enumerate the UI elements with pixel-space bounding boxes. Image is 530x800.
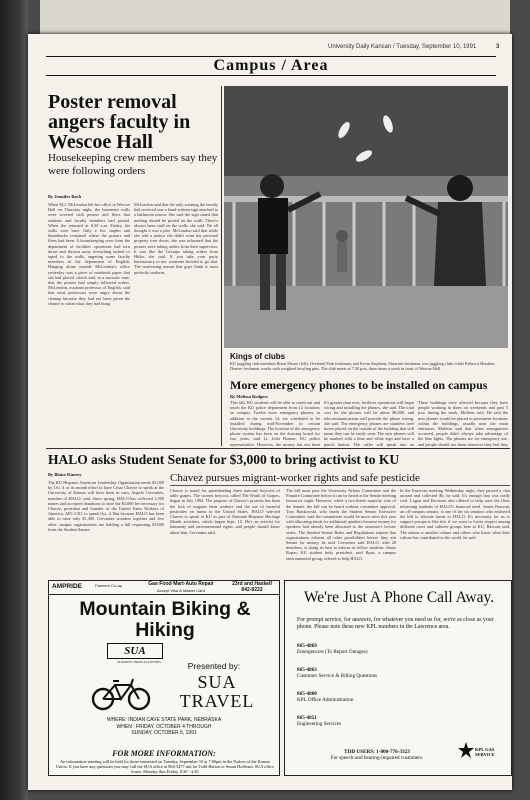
travel-name: TRAVEL (179, 691, 255, 711)
sua-logo-text: SUA (124, 645, 146, 657)
ampride-services (141, 582, 221, 593)
kpl-entry (297, 643, 368, 655)
kpl-intro: For prompt service, for answers, for whatever you need us for, we're as close as your phone. Please note these new KPL numbers in the Lawrence area. (297, 617, 494, 631)
binder-edge (0, 0, 28, 800)
kpl-entry-number: 865-4863 (297, 667, 317, 673)
ad-headline: Mountain Biking & Hiking (79, 598, 251, 641)
ampride-strip (49, 581, 279, 595)
phones-column-1: This fall, KU students will be able to reach out and touch the KU police department from 12 locations on campus. Twelve more emergency phones, in addition to the current 14, are scheduled to be installed during mid-November in certain University buildings. The location of the emergency phone system has been on the drawing board for two years, said Lt. John Bonner, KU police representative. However, the money has not been (230, 400, 320, 447)
wescoe-byline: By Jennifer Bach (48, 194, 82, 199)
ampride-location (225, 582, 279, 593)
kpl-entry (297, 667, 377, 679)
mountain-biking-ad (48, 580, 280, 776)
juggling-photo-image (224, 86, 508, 348)
kpl-star-icon (457, 741, 475, 759)
sua-logo (107, 643, 163, 659)
kpl-entry-number: 865-4869 (297, 643, 317, 649)
section-rule (46, 448, 510, 449)
ampride-brand: AMPRIDE (52, 583, 82, 590)
presented-by: Presented by: (187, 661, 241, 671)
trip-when-2: SUNDAY, OCTOBER 6, 1991 (131, 730, 197, 736)
sua-name: SUA (197, 672, 237, 692)
kpl-tdd-line: TDD USERS: 1-800-776-3323 (344, 749, 410, 755)
page-number: 3 (496, 44, 500, 50)
halo-deck: Chavez pursues migrant-worker rights and safe pesticide (170, 472, 510, 486)
phones-column-3: These buildings were selected because they have people working in them on weekends and past 5 p.m. during the week, Mullens said. He said the new phones would be placed in prominent locations within the buildings, usually near the main entrances. Mullens said that when emergencies occurred, people didn't always take advantage of the blue lights. The phones are for emergency use, and people should use them wherever they feel they (418, 400, 508, 447)
wescoe-headline: Poster removal angers faculty in Wescoe Hall (48, 91, 191, 153)
kpl-phone-ad (284, 580, 512, 776)
phones-column-2: It's greater than ever, facilities operations will begin wiring and installing the phones, she said. The total cost for the phones will be about $8,000, and telecommunications will provide the phone wiring, she said. The emergency phones are stainless steel boxes placed on the outside of the building that will mean they can be easily seen. The new phones will be marked with a blue and white sign and have a punch button. The caller will speak into an (324, 400, 414, 447)
wescoe-column-1: When M.J. McLendon left her office in Wescoe Hall on Thursday night, the basement walls were covered with posters and fliers that students and faculty members had posted. When she returned at 8:30 a.m. Friday, the walls were bare. Only a few staples and thumbtacks remained where the posters and fliers had been. A housekeeping crew from the department of facilities operations had torn down and thrown away everything tacked or taped to the walls, angering some faculty members in the department of English. Hanging alone outside McLendon's office yesterday was a piece of notebook paper that she had placed, which said, in a sarcastic tone, that the posters had simply followed orders. McLendon, assistant professor of English, said that most professors were angry about the cleanup because they had not been given the chance to claim what they had hung. (48, 202, 130, 306)
kpl-tdd-sub: For speech-and hearing-impaired customers. (330, 755, 424, 762)
phones-headline: More emergency phones to be installed on campus (230, 378, 488, 392)
kpl-entry-label: Engineering Services (297, 721, 342, 728)
section-masthead: Campus / Area (46, 56, 496, 76)
halo-headline: HALO asks Student Senate for $3,000 to bring activist to KU (48, 452, 400, 467)
photo-caption: KU juggling club members Brian Moore (left), Overland Park freshman, and Kevin Stephens, Shawnee freshman, toss juggling clubs while Rebecca Honaker, Denver freshman, works with weighted bowling pins. The club meets at 7:30 p.m. three times a week in front of Wescoe Hall. (230, 361, 496, 371)
ampride-services-line: Gas·Food·Mart·Auto Repair (148, 581, 214, 587)
kpl-entry-label: Customer Service & Billing Questions (297, 673, 378, 680)
kpl-entry-number: 865-4800 (297, 691, 317, 697)
kpl-entry-label: Emergencies (To Report Outages) (297, 649, 368, 656)
ampride-address: 23rd and Haskell (232, 581, 272, 587)
ampride-phone: 842-8222 (241, 586, 263, 593)
more-info-title: FOR MORE INFORMATION: (112, 749, 216, 758)
phones-byline: By Melissa Rodgers (230, 394, 268, 399)
kpl-entry (297, 715, 341, 727)
newspaper-page (28, 34, 512, 790)
kpl-entry (297, 691, 353, 703)
trip-where: WHERE: INDIAN CAVE STATE PARK, NEBRASKA (106, 717, 222, 723)
halo-byline: By Blaise Kimrey (48, 472, 82, 477)
kpl-entry-label: KPL Office Administration (297, 697, 354, 704)
sua-logo-sub: STUDENT UNION ACTIVITIES (117, 660, 161, 664)
halo-column-2: Chavez is noted for spearheading three national boycotts of table grapes. The current boycott, called The Wrath of Grapes, began in July 1984. The purpose of Chavez's protests has been the lack of migrant farm workers and the use of harmful pesticides on farms in the United States. HALO selected Chavez to speak at KU as part of National Hispanic Heritage Month activities, which began Sept. 15. He's an activist for humanity and environmental rights, and people should know about him, Cervantes said. (170, 488, 280, 535)
sua-travel (155, 673, 279, 711)
halo-column-1: The KU Hispanic American Leadership Organization needs $3,000 by Oct. 4 or its month effort to have Cesar Chavez to speak at the University of Kansas will have been in vain, Angelo Cervantes, member of HALO, said. Since spring, HALO has collected 1,500 names and accepted donations to raise the $3,000 fee necessary for Chavez, president and founder of the United Farm Workers of America, AFL-CIO, to speak Oct. 4. But because HALO has been able to raise only $1,300, Cervantes wonders together and five other campus organizations are holding a hill requesting $3,000 from the Student Senate. (48, 480, 164, 532)
wescoe-deck: Housekeeping crew members say they were following orders (48, 152, 218, 177)
wescoe-column-2: McLendon said that the only warning the faculty had received was a hand-written sign attached to a bathroom mirror. She said the sign stated that nothing should be posted on the walls. There's always been stuff on the walls, she said. We all thought it was a joke. McLendon said that while she told a janitor she didn't want her personal property torn down, she was informed that the posters were taking orders from their supervisor. It was like the Gestapo taking orders from Hitler, she said. If you take your party bureaucracy to me, someone decided to go that. The motivating reason that guys think is most perfectly uniform. (134, 202, 218, 275)
bicycle-icon (91, 675, 151, 711)
trip-when-1: WHEN : FRIDAY, OCTOBER 4 THROUGH (116, 723, 212, 730)
kpl-tdd (297, 749, 457, 762)
halo-column-4: In the Environs meeting Wednesday night, they passed a chat around and collected $6, he said. It's enough that was really cool. Logan and Environs also offered to help raise the fliers informing students of HALO's financial need. James Bascom, an off-campus senator, is one of the six senators who endorsed the bill to allocate funds to HALO. It's necessary for us to support prospects like this if we want to foster respect among different races and cultures groups here at KU, Bascom said. The reason is another culture and others who know what their culture has contributed to the world, he said. (400, 488, 510, 540)
more-info-text: An information meeting will be held for those interested on Tuesday, September 10 at 7:00pm in the Parlors of the Kansas Union. If you have any questions you may call the SUA office at 864-3477 ask for Todd Hatton or Susan Hoffman. SUA office hours: Monday thru Friday, 8:30 - 4:30 (55, 759, 275, 774)
kpl-entry-number: 865-4851 (297, 715, 317, 721)
kpl-brand: KPL GAS SERVICE (475, 747, 495, 757)
column-rule (221, 86, 222, 446)
juggling-photo (224, 86, 508, 348)
photo-title: Kings of clubs (230, 352, 286, 361)
trip-info (53, 717, 275, 737)
kpl-headline: We're Just A Phone Call Away. (303, 589, 495, 606)
ampride-brand-sub: Farmers Co-op (95, 583, 122, 588)
date-line: University Daily Kansan / Tuesday, September 10, 1991 (328, 44, 477, 50)
halo-column-3: The bill must pass the University Affairs Committee and the Finance Committee before it can be heard at the Senate meeting tomorrow night. However, while a two-thirds majority vote of the Senate, the bill can be heard without committee approval. Troy Bankowski, who heads the Student Senate Executive Committee, said the committees would be more strict this year with allocating funds for additional speakers because money for speakers had already been allocated to the semester's lecture series. The Student Senate Rules and Regulations require that organizations exhaust all other possibilities before they ask Senate for money, he said. Cervantes said HALO, with 20 members, is doing its best to inform its fellow students. Jamie Ropas, KU student body president, said Ryan, a campus environmental group, offered to help HALO. (286, 488, 396, 561)
ampride-services-sub: Accept Visa & Master Card (157, 587, 205, 593)
